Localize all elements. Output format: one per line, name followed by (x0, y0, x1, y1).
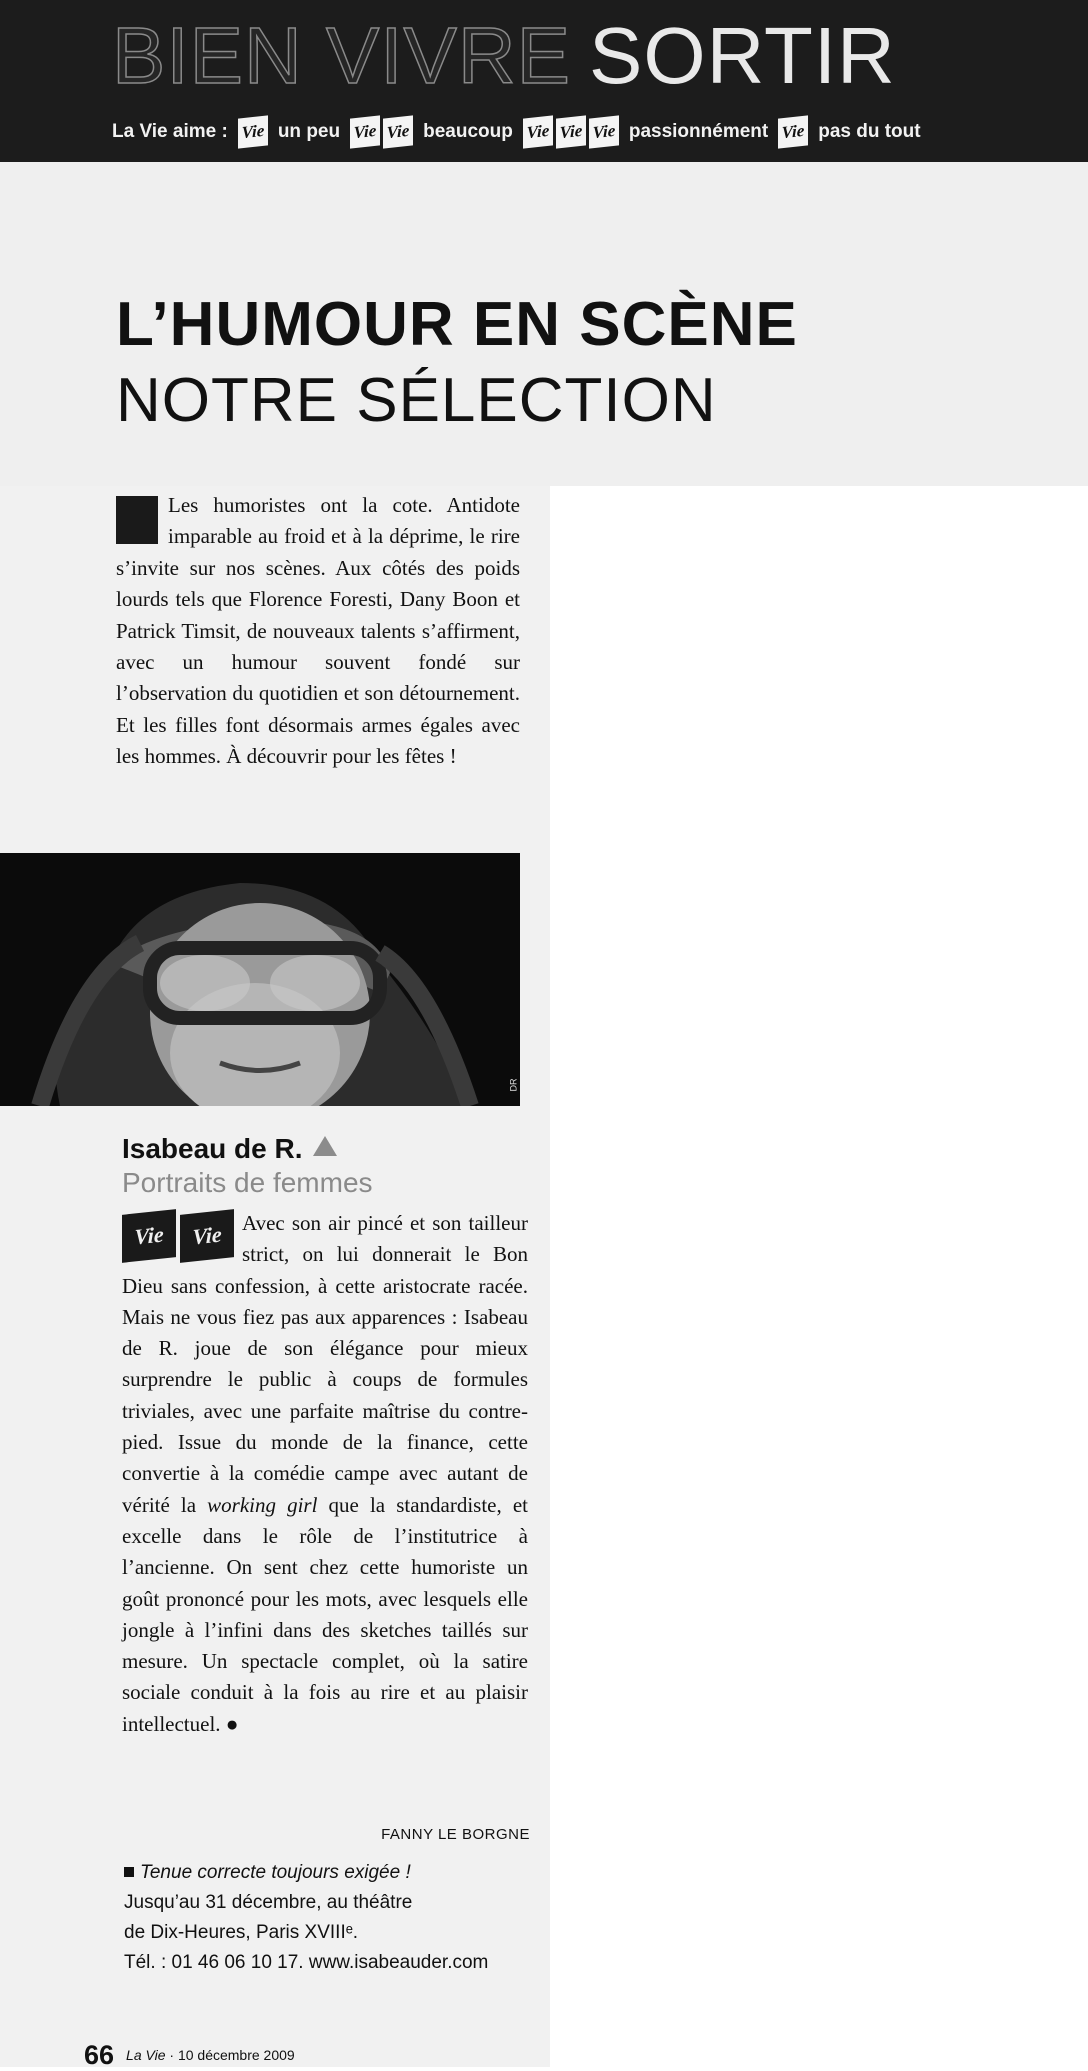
show-info (124, 1858, 488, 1978)
la-vie-logo-icon: Vie (122, 1209, 176, 1263)
magazine-name: La Vie (126, 2047, 166, 2063)
la-vie-logo-icon: Vie (556, 115, 586, 148)
rating-label-un-peu: un peu (277, 121, 341, 142)
la-vie-logo-icon: Vie (238, 115, 268, 148)
section-title (112, 6, 896, 106)
section-title-sortir: SORTIR (589, 11, 896, 100)
portrait-illustration (0, 853, 520, 1106)
intro-text: Les humoristes ont la cote. Antidote imparable au froid et à la déprime, le rire s’invite sur nos scènes. Aux côtés des poids lourds tels que Florence Foresti, Dany Boon et Patrick Timsit, de nouveaux talents s’affirment, avec un humour souvent fondé sur l’observation du quotidien et son détournement. Et les filles font désormais armes égales avec les hommes. À découvrir pour les fêtes ! (116, 493, 520, 769)
rating-label-pas-du-tout: pas du tout (818, 121, 921, 142)
article-title-text: Isabeau de R. (122, 1133, 303, 1164)
article-rating (122, 1212, 234, 1260)
page-number: 66 (84, 2040, 115, 2070)
square-bullet-icon (116, 496, 158, 544)
author-byline: FANNY LE BORGNE (381, 1826, 530, 1843)
article-title (122, 1132, 337, 1166)
rating-legend (112, 110, 921, 154)
intro-paragraph (116, 490, 520, 773)
page-headline: L’HUMOUR EN SCÈNE (116, 290, 798, 359)
end-mark-icon: ● (225, 1711, 239, 1736)
la-vie-logo-icon: Vie (523, 115, 553, 148)
la-vie-logo-icon: Vie (383, 115, 413, 148)
triangle-icon (313, 1136, 337, 1156)
show-info-title-line (124, 1858, 488, 1888)
page-footer (84, 2040, 295, 2071)
section-header (0, 0, 1088, 162)
show-title: Tenue correcte toujours exigée ! (140, 1862, 411, 1883)
rating-logos-1 (238, 117, 268, 147)
rating-label-passionnement: passionnément (628, 121, 769, 142)
rating-label-beaucoup: beaucoup (423, 121, 513, 142)
issue-date: · 10 décembre 2009 (165, 2047, 295, 2063)
la-vie-logo-icon: Vie (589, 115, 619, 148)
photo-credit: DR (508, 1078, 519, 1092)
article-subtitle: Portraits de femmes (122, 1167, 373, 1198)
article-photo (0, 853, 520, 1106)
article-body-text-1: Avec son air pincé et son tailleur strict, on lui donnerait le Bon Dieu sans confession, à cette aristocrate racée. Mais ne vous fiez pas aux apparences : Isabeau de R. joue de son élégance pour mieux surprendre le public à coups de formules triviales, avec une parfaite maîtrise du contre-pied. Issue du monde de la finance, cette convertie à la comédie campe avec autant de vérité la (122, 1211, 528, 1517)
la-vie-logo-icon: Vie (180, 1209, 234, 1263)
rating-legend-intro: La Vie aime : (112, 121, 228, 142)
la-vie-logo-icon: Vie (350, 115, 380, 148)
article-body-text-2: que la standardiste, et excelle dans le rôle de l’institutrice à l’ancienne. On sent chez cette humoriste un goût prononcé pour les mots, avec lesquels elle jongle à l’infini dans des sketches taillés sur mesure. Un spectacle complet, où la satire sociale conduit à la fois au rire et au plaisir intellectuel. (122, 1492, 528, 1736)
rating-logos-crossed (778, 117, 808, 147)
article-body (122, 1208, 528, 1740)
la-vie-crossed-logo-icon: Vie (778, 115, 808, 148)
show-contact: Tél. : 01 46 06 10 17. www.isabeauder.com (124, 1952, 489, 1973)
section-title-bien-vivre: BIEN VIVRE (112, 11, 572, 100)
rating-logos-3 (523, 117, 619, 147)
square-bullet-icon (124, 1867, 134, 1877)
show-venue-city: de Dix-Heures, Paris XVIIIᵉ. (124, 1922, 359, 1943)
page-subheadline: NOTRE SÉLECTION (116, 366, 717, 435)
show-dates-venue: Jusqu’au 31 décembre, au théâtre (124, 1892, 413, 1913)
rating-logos-2 (350, 117, 413, 147)
article-body-italic: working girl (207, 1492, 318, 1517)
